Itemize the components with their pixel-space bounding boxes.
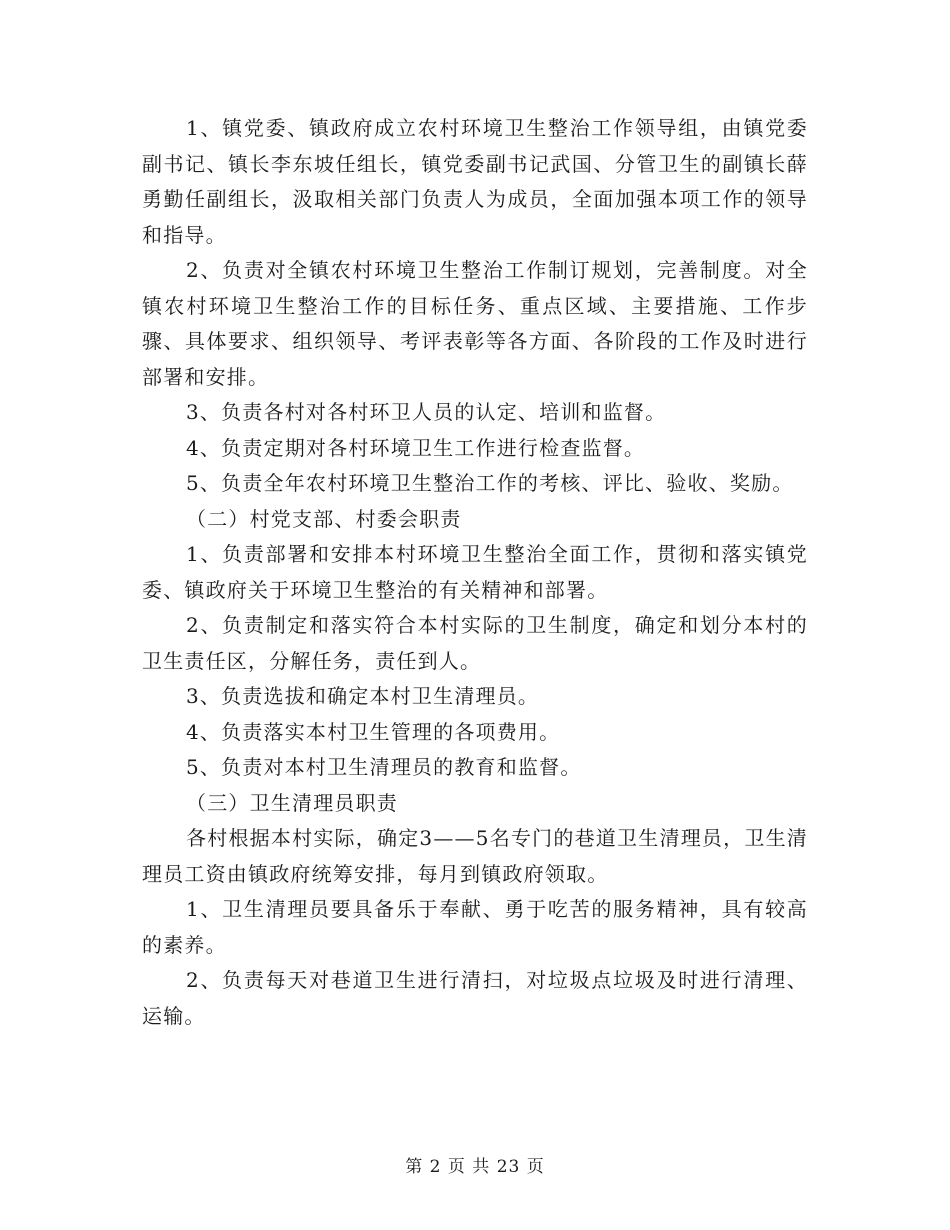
paragraph-10: 5、负责对本村卫生清理员的教育和监督。 xyxy=(186,755,582,779)
paragraph-4: 4、负责定期对各村环境卫生工作进行检查监督。 xyxy=(186,435,646,460)
paragraph-13: 2、负责每天对巷道卫生进行清扫，对垃圾点垃圾及时进行清理、运输。 xyxy=(142,968,808,1028)
paragraph-3: 3、负责各村对各村环卫人员的认定、培训和监督。 xyxy=(186,400,667,424)
paragraph-5: 5、负责全年农村环境卫生整治工作的考核、评比、验收、奖励。 xyxy=(186,471,794,495)
page-number-label: 第 2 页 共 23 页 xyxy=(405,1157,545,1177)
paragraph-2: 2、负责对全镇农村环境卫生整治工作制订规划，完善制度。对全镇农村环境卫生整治工作的目标任务、重点区域、主要措施、工作步骤、具体要求、组织领导、考评表彰等各方面、各阶段的工作及时进行部署和安排。 xyxy=(142,258,808,389)
paragraph-1: 1、镇党委、镇政府成立农村环境卫生整治工作领导组，由镇党委副书记、镇长李东坡任组长，镇党委副书记武国、分管卫生的副镇长薛勇勤任副组长，汲取相关部门负责人为成员，全面加强本项工作的领导和指导。 xyxy=(142,116,808,247)
paragraph-12: 1、卫生清理员要具备乐于奉献、勇于吃苦的服务精神，具有较高的素养。 xyxy=(142,897,808,957)
paragraph-7: 2、负责制定和落实符合本村实际的卫生制度，确定和划分本村的卫生责任区，分解任务，责任到人。 xyxy=(142,613,808,673)
page-footer xyxy=(0,1152,950,1177)
paragraph-11: 各村根据本村实际，确定3——5名专门的巷道卫生清理员，卫生清理员工资由镇政府统筹安排，每月到镇政府领取。 xyxy=(142,826,808,886)
document-body xyxy=(142,111,808,1034)
paragraph-6: 1、负责部署和安排本村环境卫生整治全面工作，贯彻和落实镇党委、镇政府关于环境卫生整治的有关精神和部署。 xyxy=(142,542,808,602)
section-heading-cleaner-duties: （三）卫生清理员职责 xyxy=(186,790,398,815)
section-heading-village-committee: （二）村党支部、村委会职责 xyxy=(186,506,462,531)
paragraph-9: 4、负责落实本村卫生管理的各项费用。 xyxy=(186,719,561,744)
paragraph-8: 3、负责选拔和确定本村卫生清理员。 xyxy=(186,684,540,708)
